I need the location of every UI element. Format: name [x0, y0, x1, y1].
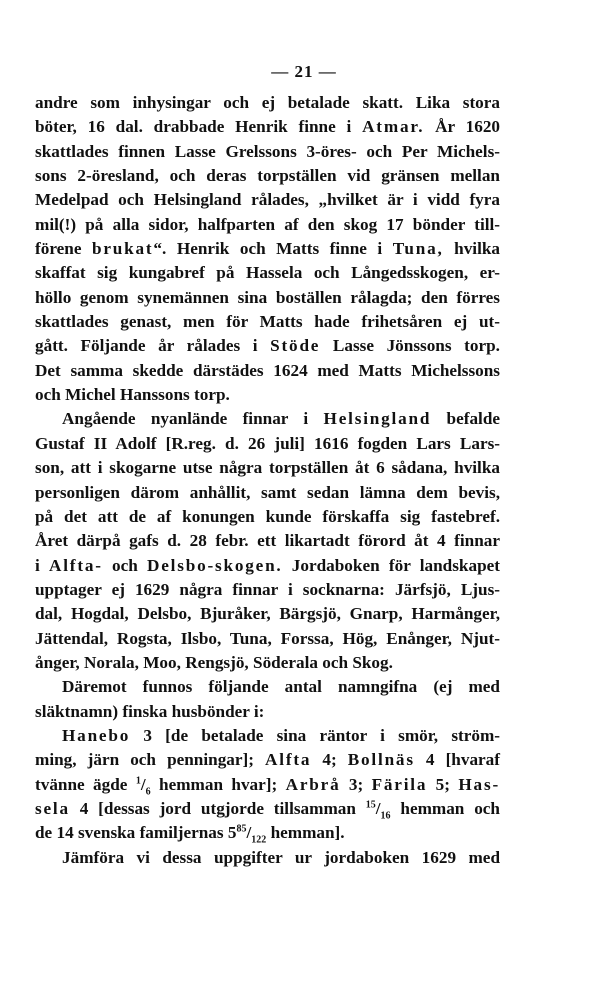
- spaced-place-name: Helsingland: [323, 409, 432, 429]
- text-segment: 3;: [340, 774, 372, 794]
- text-segment: de 14 svenska familjernas 5: [35, 823, 237, 843]
- text-line: [35, 700, 500, 724]
- text-segment: tvänne ägde: [35, 774, 136, 794]
- text-segment: Lasse Jönssons torp.: [320, 336, 500, 356]
- text-segment: och Michel Hanssons torp.: [35, 385, 230, 405]
- text-line: [35, 602, 500, 626]
- text-line: [35, 115, 500, 139]
- text-segment: “. Henrik och Matts finne i: [153, 239, 393, 259]
- text-line: [35, 773, 500, 797]
- text-segment: ming, järn och penningar];: [35, 750, 266, 770]
- text-line: [35, 213, 500, 237]
- text-line: [35, 334, 500, 358]
- text-line: [35, 554, 500, 578]
- text-line: [35, 578, 500, 602]
- spaced-place-name: Hanebo: [62, 725, 131, 745]
- text-segment: /: [246, 823, 252, 843]
- text-segment: 6: [145, 786, 151, 798]
- text-line: [35, 481, 500, 505]
- text-line: [35, 407, 500, 431]
- text-segment: ånger, Norala, Moo, Rengsjö, Söderala och Skog.: [35, 652, 393, 672]
- text-segment: 4 [dessas jord utgjorde tillsamman: [69, 798, 366, 818]
- text-segment: mil(!) på alla sidor, halfparten af den skog 17 bönder till-: [35, 214, 500, 234]
- text-line: [35, 797, 500, 821]
- text-segment: förene: [35, 239, 92, 259]
- text-line: [35, 140, 500, 164]
- spaced-place-name: Arbrå: [285, 774, 341, 794]
- text-line: [35, 91, 500, 115]
- text-segment: skattlades genast, men för Matts hade frihetsåren ej ut-: [35, 312, 500, 332]
- text-segment: hemman].: [266, 823, 345, 843]
- text-segment: Jordaboken för landskapet: [282, 555, 500, 575]
- text-segment: höllo genom synemännen sina boställen rålagda; den förres: [35, 287, 500, 307]
- text-segment: 3 [de betalade sina räntor i smör, ström-: [130, 725, 500, 745]
- text-line: [35, 675, 500, 699]
- spaced-place-name: sela: [35, 798, 70, 818]
- text-segment: befalde: [431, 409, 501, 429]
- text-segment: son, att i skogarne utse några torpställen åt 6 sådana, hvilka: [35, 458, 500, 478]
- text-segment: skaffat sig kungabref på Hassela och Långedsskogen, er-: [35, 263, 500, 283]
- spaced-place-name: Delsbo-skogen.: [147, 555, 283, 575]
- spaced-place-name: Has-: [458, 774, 500, 794]
- text-segment: 85: [236, 823, 247, 835]
- page-number: — 21 —: [271, 62, 337, 81]
- text-line: [35, 164, 500, 188]
- text-segment: 1: [135, 774, 141, 786]
- text-segment: 15: [365, 799, 376, 811]
- text-line: [35, 383, 500, 407]
- spaced-place-name: Tuna,: [392, 239, 444, 259]
- text-segment: i: [35, 555, 50, 575]
- text-segment: Angående nyanlände finnar i: [62, 409, 324, 429]
- text-line: [35, 821, 500, 845]
- text-segment: Medelpad och Helsingland rålades, „hvilket är i vidd fyra: [35, 190, 500, 210]
- text-segment: hemman hvar];: [150, 774, 286, 794]
- text-segment: /: [375, 798, 381, 818]
- text-segment: böter, 16 dal. drabbade Henrik finne i: [35, 117, 363, 137]
- text-segment: personligen därom anhållit, samt sedan lämna dem bevis,: [35, 482, 500, 502]
- text-segment: Året därpå gafs d. 28 febr. ett likartadt förord åt 4 finnar: [35, 531, 500, 551]
- text-segment: Det samma skedde därstädes 1624 med Matts Michelssons: [35, 360, 500, 380]
- text-segment: 4;: [311, 750, 348, 770]
- text-segment: släktnamn) finska husbönder i:: [35, 701, 265, 721]
- text-segment: Jämföra vi dessa uppgifter ur jordaboken 1629 med: [62, 847, 500, 867]
- text-segment: hemman och: [390, 798, 500, 818]
- text-line: [35, 286, 500, 310]
- text-segment: skattlades finnen Lasse Grelssons 3-öres- och Per Michels-: [35, 141, 500, 161]
- spaced-place-name: brukat: [91, 239, 154, 259]
- spaced-place-name: Alfta-: [49, 555, 103, 575]
- text-segment: År 1620: [424, 117, 501, 137]
- text-segment: 4 [hvaraf: [414, 750, 500, 770]
- text-line: [35, 529, 500, 553]
- text-segment: /: [140, 774, 146, 794]
- spaced-place-name: Färila: [371, 774, 428, 794]
- spaced-place-name: Bollnäs: [347, 750, 415, 770]
- text-segment: sons 2-öresland, och deras torpställen vid gränsen mellan: [35, 166, 500, 186]
- text-line: [35, 359, 500, 383]
- text-segment: 16: [380, 810, 391, 822]
- body-text: [35, 91, 500, 870]
- text-line: [35, 188, 500, 212]
- text-segment: Gustaf II Adolf [R.reg. d. 26 juli] 1616 fogden Lars Lars-: [35, 433, 500, 453]
- text-line: [35, 627, 500, 651]
- text-segment: gått. Följande år rålades i: [35, 336, 271, 356]
- text-line: [35, 724, 500, 748]
- text-segment: upptager ej 1629 några finnar i socknarna: Järfsjö, Ljus-: [35, 579, 500, 599]
- text-line: [35, 748, 500, 772]
- text-segment: Jättendal, Rogsta, Ilsbo, Tuna, Forssa, Hög, Enånger, Njut-: [35, 628, 500, 648]
- spaced-place-name: Stöde: [270, 336, 321, 356]
- text-segment: 5;: [427, 774, 459, 794]
- text-segment: andre som inhysingar och ej betalade skatt. Lika stora: [35, 93, 500, 112]
- spaced-place-name: Atmar.: [362, 117, 425, 137]
- text-segment: hvilka: [443, 239, 501, 259]
- text-line: [35, 310, 500, 334]
- text-segment: dal, Hogdal, Delsbo, Bjuråker, Bärgsjö, Gnarp, Harmånger,: [35, 604, 500, 624]
- text-line: [35, 261, 500, 285]
- spaced-place-name: Alfta: [265, 750, 312, 770]
- text-line: [35, 505, 500, 529]
- text-line: [35, 237, 500, 261]
- text-segment: på det att de af konungen kunde förskaffa sig fastebref.: [35, 506, 500, 526]
- text-segment: och: [102, 555, 148, 575]
- text-line: [35, 651, 500, 675]
- text-line: [35, 846, 500, 870]
- text-segment: 122: [251, 834, 267, 846]
- text-line: [35, 456, 500, 480]
- text-segment: Däremot funnos följande antal namngifna (ej med: [62, 677, 500, 697]
- text-line: [35, 432, 500, 456]
